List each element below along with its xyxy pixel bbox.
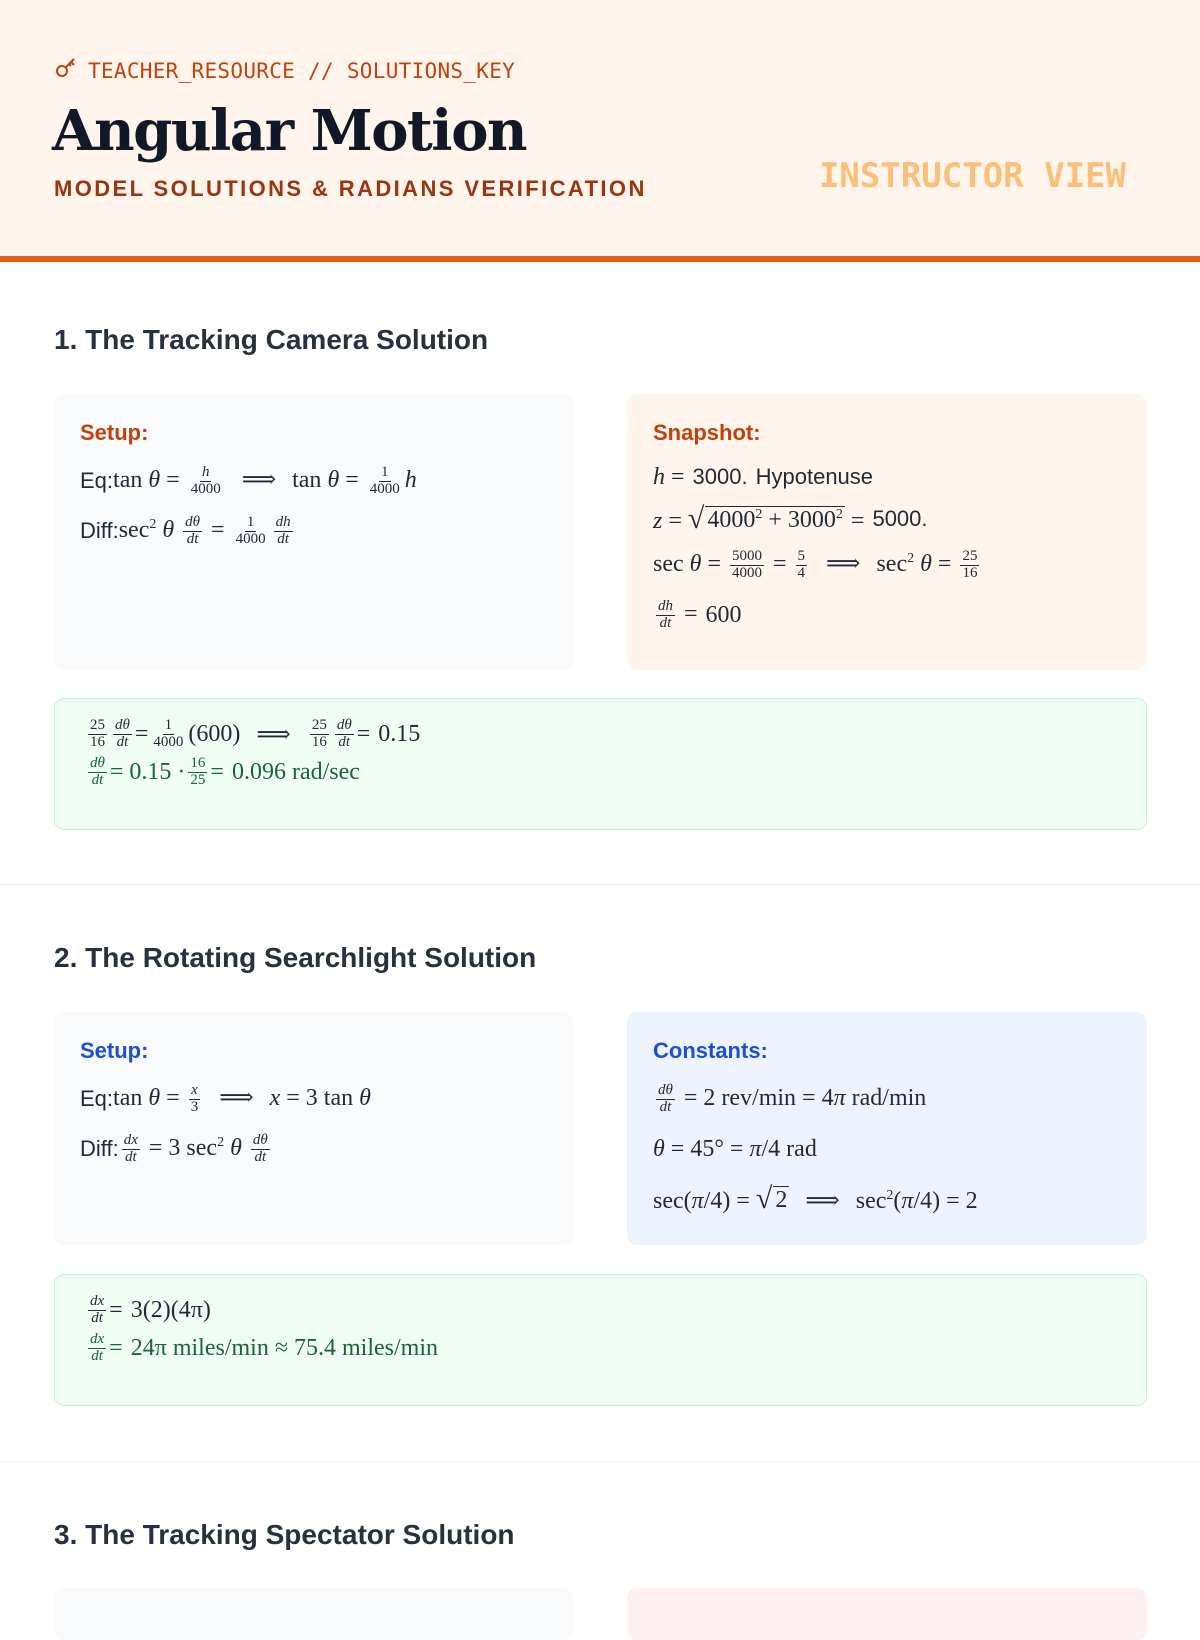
snapshot-label: Snapshot: — [653, 420, 761, 445]
section-divider — [0, 1461, 1200, 1462]
constant-line-3: sec(π/4) = √ 2 ⟹ $\sec^2(\pi/4) = 2$ — [653, 1181, 978, 1215]
constant-line-2: θ = 45° = π/4 rad — [653, 1135, 817, 1162]
constants-label: Constants: — [653, 1038, 768, 1063]
equation-line: Eq: tan θ = $\frac{h}{4000}$ ⟹ tan θ = $\frac{1}{4000}$ h — [80, 463, 417, 497]
kicker-text: TEACHER_RESOURCE // SOLUTIONS_KEY — [88, 58, 516, 83]
result-line-2: $\frac{d\theta}{dt}$ = 0.15 · $\frac{16}{25}$ = 0.096 rad/sec — [90, 754, 360, 788]
section-3-setup-card — [54, 1588, 573, 1640]
section-2-title: 2. The Rotating Searchlight Solution — [54, 942, 537, 973]
snapshot-h-line: h = 3000. Hypotenuse — [653, 463, 874, 490]
setup-label: Setup: — [80, 1038, 149, 1063]
section-1-title: 1. The Tracking Camera Solution — [54, 324, 489, 355]
setup-label: Setup: — [80, 420, 149, 445]
result-line-2: $\frac{dx}{dt}$ = 24π miles/min ≈ 75.4 miles/min — [90, 1330, 439, 1364]
snapshot-z-line: z = √ $4000^2 + 3000^2$ = 5000. — [653, 501, 928, 535]
section-3-snapshot-card — [627, 1588, 1147, 1640]
section-divider — [0, 884, 1200, 885]
page-subtitle: MODEL SOLUTIONS & RADIANS VERIFICATION — [54, 176, 647, 201]
result-line-1: $\frac{dx}{dt}$ = 3(2)(4π) — [90, 1292, 211, 1326]
snapshot-sec-line: sec θ = $\frac{5000}{4000}$ = $\frac{5}{4}$ ⟹ $\sec^2 \theta$ = $\frac{25}{16}$ — [653, 547, 978, 581]
page-header — [0, 0, 1200, 262]
section-3-title: 3. The Tracking Spectator Solution — [54, 1519, 515, 1550]
section-1-setup-card — [54, 394, 573, 670]
page-title: Angular Motion — [52, 98, 527, 164]
differentiation-line: Diff: $\frac{dx}{dt}$ = 3 $\sec^2 \theta$ $\frac{d\theta}{dt}$ — [80, 1131, 268, 1165]
key-icon — [54, 56, 78, 85]
section-2-constants-card — [627, 1012, 1147, 1245]
section-2-result-box — [54, 1274, 1147, 1406]
section-1-result-box — [54, 698, 1147, 830]
snapshot-dhdt-line: $\frac{dh}{dt}$ = 600 — [658, 597, 742, 631]
differentiation-line: Diff: $\sec^2 \theta$ $\frac{d\theta}{dt}$ = $\frac{1}{4000}$ $\frac{dh}{dt}$ — [80, 513, 291, 547]
section-1-snapshot-card — [627, 394, 1147, 670]
section-2-setup-card — [54, 1012, 573, 1245]
kicker — [54, 56, 515, 85]
instructor-view-badge: INSTRUCTOR VIEW — [818, 156, 1126, 196]
result-line-1: $\frac{25}{16}$ $\frac{d\theta}{dt}$ = $\frac{1}{4000}$ (600) ⟹ $\frac{25}{16}$ $\frac{d\theta}{dt}$ = 0.15 — [90, 716, 421, 750]
constant-line-1: $\frac{d\theta}{dt}$ = 2 rev/min = 4π rad/min — [658, 1081, 927, 1115]
equation-line: Eq: tan θ = $\frac{x}{3}$ ⟹ x = 3 tan θ — [80, 1081, 371, 1115]
